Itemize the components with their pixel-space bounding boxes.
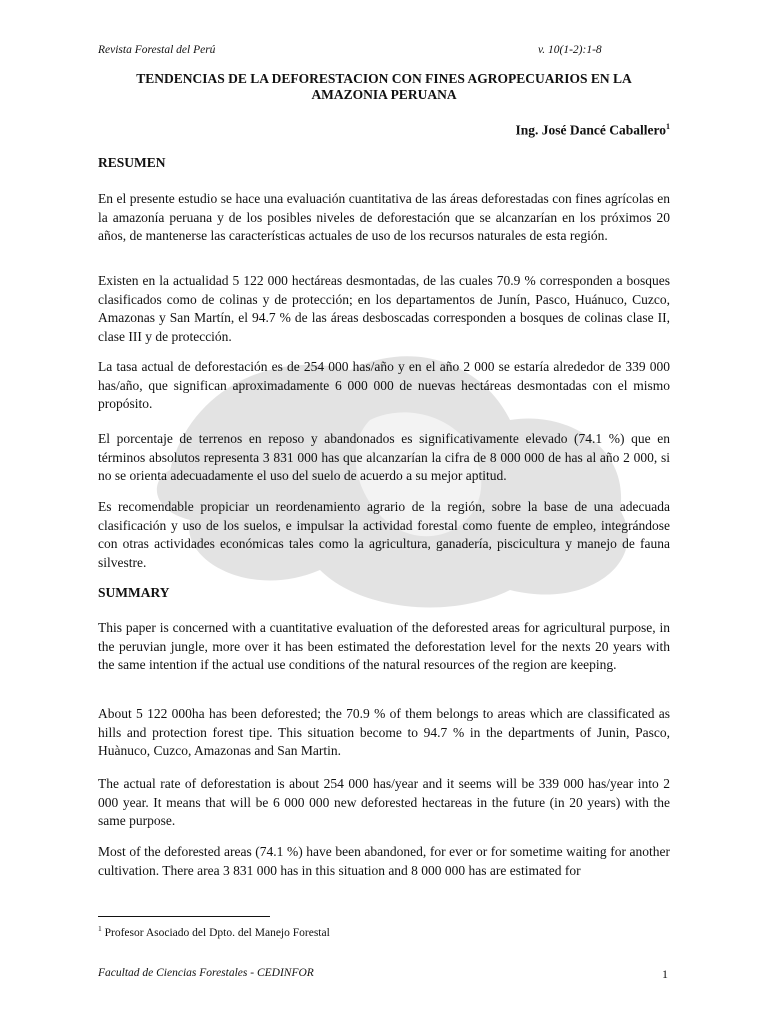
- footer-institution: Facultad de Ciencias Forestales - CEDINFOR: [98, 967, 314, 979]
- page-number: 1: [662, 967, 668, 981]
- summary-heading: SUMMARY: [98, 585, 170, 600]
- author-footnote-mark: 1: [666, 122, 670, 131]
- summary-paragraph-1: This paper is concerned with a cuantitative evaluation of the deforested areas for agricultural purpose, in the peruvian jungle, more over it has been estimated the deforestation level for the nexts 20 years with the same intention if the actual use conditions of the natural resources of the region are keeping.: [98, 620, 670, 673]
- summary-paragraph-2: About 5 122 000ha has been deforested; the 70.9 % of them belongs to areas which are classificated as hills and protection forest tipe. This situation become to 94.7 % in the departments of Junin, Pasco, Huànuco, Cuzco, Amazonas and San Martin.: [98, 706, 670, 759]
- summary-paragraph-3: The actual rate of deforestation is about 254 000 has/year and it seems will be 339 000 has/year into 2 000 year. It means that will be 6 000 000 new deforested hectareas in the future (in 20 years) with the same purpose.: [98, 776, 670, 829]
- resumen-paragraph-1: En el presente estudio se hace una evaluación cuantitativa de las áreas deforestadas con fines agrícolas en la amazonía peruana y de los posibles niveles de deforestación que se alcanzarían en los próximos 20 años, de mantenerse las características actuales de uso de los recursos naturales de esta región.: [98, 191, 670, 244]
- resumen-paragraph-4: El porcentaje de terrenos en reposo y abandonados es significativamente elevado (74.1 %) que en términos absolutos representa 3 831 000 has que alcanzarían la cifra de 8 000 000 de has al año 2 000, si no se orienta adecuadamente el uso del suelo de acuerdo a su mejor aptitud.: [98, 431, 670, 484]
- resumen-heading: RESUMEN: [98, 155, 166, 170]
- author-name: Ing. José Dancé Caballero: [515, 122, 666, 138]
- summary-paragraph-4: Most of the deforested areas (74.1 %) have been abandoned, for ever or for sometime waiting for another cultivation. There area 3 831 000 has in this situation and 8 000 000 has are estimated for: [98, 844, 670, 878]
- article-title: TENDENCIAS DE LA DEFORESTACION CON FINES AGROPECUARIOS EN LA AMAZONIA PERUANA: [136, 71, 632, 102]
- footnote-text: Profesor Asociado del Dpto. del Manejo Forestal: [104, 926, 330, 939]
- footnote-mark: 1: [98, 924, 102, 933]
- footnote-divider: [98, 916, 270, 917]
- journal-name: Revista Forestal del Perú: [98, 44, 216, 56]
- footnote: [98, 924, 330, 939]
- volume-ref: v. 10(1-2):1-8: [538, 44, 602, 56]
- author: [516, 122, 671, 139]
- resumen-paragraph-3: La tasa actual de deforestación es de 254 000 has/año y en el año 2 000 se estaría alrededor de 339 000 has/año, que significan aproximadamente 6 000 000 de nuevas hectáreas desmontadas con el mismo propósito.: [98, 359, 670, 412]
- resumen-paragraph-2: Existen en la actualidad 5 122 000 hectáreas desmontadas, de las cuales 70.9 % corresponden a bosques clasificados como de colinas y de protección; en los departamentos de Junín, Pasco, Huánuco, Cuzco, Amazonas y San Martín, el 94.7 % de las áreas desboscadas corresponden a bosques de colinas clase II, clase III y de protección.: [98, 273, 670, 344]
- resumen-paragraph-5: Es recomendable propiciar un reordenamiento agrario de la región, sobre la base de una adecuada clasificación y uso de los suelos, e impulsar la actividad forestal como fuente de empleo, integrándose con otras actividades económicas tales como la agricultura, ganadería, piscicultura y manejo de fauna silvestre.: [98, 499, 670, 570]
